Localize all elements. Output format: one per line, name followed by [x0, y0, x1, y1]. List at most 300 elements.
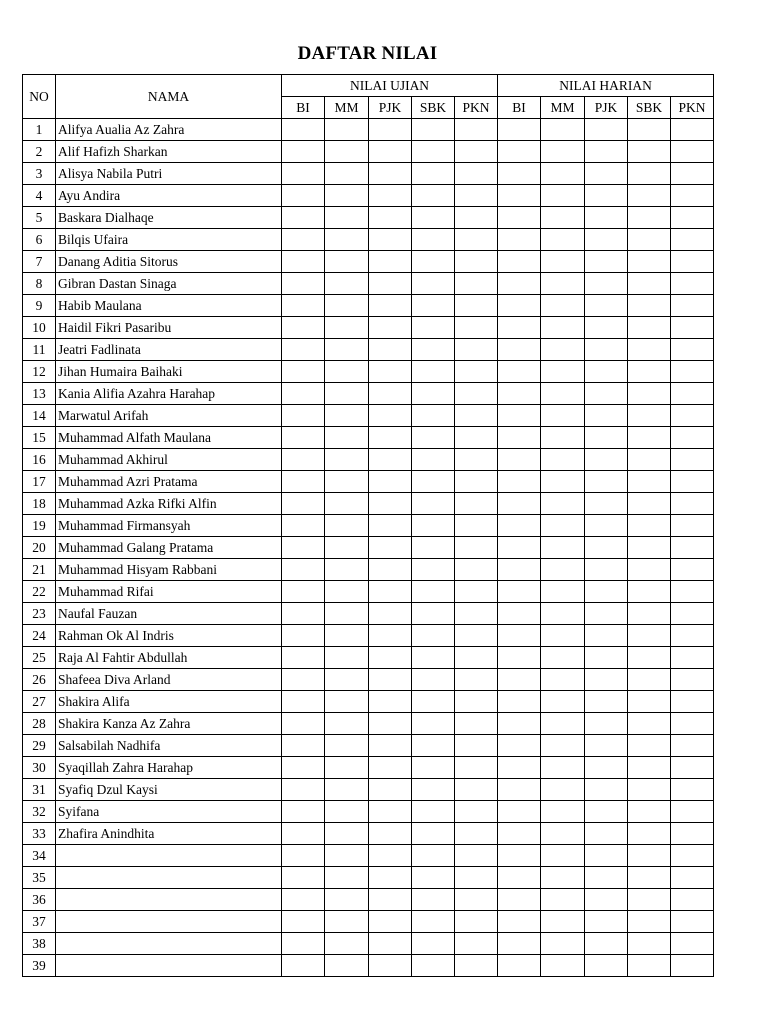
grade-cell-daily-pjk[interactable]: [585, 713, 628, 735]
grade-cell-exam-bi[interactable]: [282, 207, 325, 229]
grade-cell-daily-sbk[interactable]: [628, 471, 671, 493]
grade-cell-exam-sbk[interactable]: [412, 735, 455, 757]
grade-cell-daily-bi[interactable]: [498, 757, 541, 779]
grade-cell-daily-sbk[interactable]: [628, 251, 671, 273]
grade-cell-daily-pkn[interactable]: [671, 471, 714, 493]
grade-cell-exam-mm[interactable]: [325, 317, 369, 339]
grade-cell-daily-bi[interactable]: [498, 713, 541, 735]
grade-cell-exam-pjk[interactable]: [369, 647, 412, 669]
grade-cell-exam-pjk[interactable]: [369, 889, 412, 911]
grade-cell-daily-pkn[interactable]: [671, 449, 714, 471]
grade-cell-exam-mm[interactable]: [325, 273, 369, 295]
grade-cell-exam-mm[interactable]: [325, 471, 369, 493]
grade-cell-exam-pjk[interactable]: [369, 163, 412, 185]
grade-cell-daily-pjk[interactable]: [585, 427, 628, 449]
grade-cell-daily-sbk[interactable]: [628, 933, 671, 955]
grade-cell-exam-sbk[interactable]: [412, 141, 455, 163]
grade-cell-daily-sbk[interactable]: [628, 163, 671, 185]
grade-cell-daily-bi[interactable]: [498, 515, 541, 537]
grade-cell-daily-mm[interactable]: [541, 295, 585, 317]
grade-cell-daily-pjk[interactable]: [585, 845, 628, 867]
grade-cell-exam-pkn[interactable]: [455, 933, 498, 955]
grade-cell-daily-sbk[interactable]: [628, 537, 671, 559]
grade-cell-exam-pjk[interactable]: [369, 361, 412, 383]
grade-cell-daily-bi[interactable]: [498, 141, 541, 163]
grade-cell-daily-pjk[interactable]: [585, 471, 628, 493]
grade-cell-exam-pkn[interactable]: [455, 867, 498, 889]
grade-cell-daily-pkn[interactable]: [671, 801, 714, 823]
grade-cell-exam-mm[interactable]: [325, 559, 369, 581]
grade-cell-exam-pjk[interactable]: [369, 449, 412, 471]
grade-cell-exam-pkn[interactable]: [455, 493, 498, 515]
grade-cell-daily-sbk[interactable]: [628, 273, 671, 295]
grade-cell-daily-sbk[interactable]: [628, 779, 671, 801]
grade-cell-exam-pkn[interactable]: [455, 405, 498, 427]
grade-cell-daily-mm[interactable]: [541, 647, 585, 669]
grade-cell-daily-bi[interactable]: [498, 163, 541, 185]
grade-cell-daily-bi[interactable]: [498, 933, 541, 955]
grade-cell-daily-pkn[interactable]: [671, 317, 714, 339]
grade-cell-exam-pjk[interactable]: [369, 669, 412, 691]
grade-cell-daily-sbk[interactable]: [628, 361, 671, 383]
grade-cell-exam-pkn[interactable]: [455, 471, 498, 493]
grade-cell-daily-mm[interactable]: [541, 801, 585, 823]
grade-cell-exam-bi[interactable]: [282, 339, 325, 361]
grade-cell-daily-sbk[interactable]: [628, 383, 671, 405]
grade-cell-exam-mm[interactable]: [325, 427, 369, 449]
grade-cell-exam-pkn[interactable]: [455, 757, 498, 779]
grade-cell-daily-bi[interactable]: [498, 361, 541, 383]
grade-cell-exam-bi[interactable]: [282, 603, 325, 625]
grade-cell-daily-sbk[interactable]: [628, 647, 671, 669]
grade-cell-exam-pjk[interactable]: [369, 405, 412, 427]
grade-cell-exam-sbk[interactable]: [412, 163, 455, 185]
grade-cell-exam-bi[interactable]: [282, 955, 325, 977]
grade-cell-exam-sbk[interactable]: [412, 691, 455, 713]
grade-cell-exam-bi[interactable]: [282, 449, 325, 471]
grade-cell-daily-pkn[interactable]: [671, 757, 714, 779]
grade-cell-exam-mm[interactable]: [325, 251, 369, 273]
grade-cell-exam-pkn[interactable]: [455, 911, 498, 933]
grade-cell-exam-sbk[interactable]: [412, 603, 455, 625]
grade-cell-exam-bi[interactable]: [282, 295, 325, 317]
grade-cell-exam-bi[interactable]: [282, 163, 325, 185]
grade-cell-daily-pkn[interactable]: [671, 867, 714, 889]
grade-cell-daily-pkn[interactable]: [671, 647, 714, 669]
grade-cell-daily-pjk[interactable]: [585, 867, 628, 889]
grade-cell-exam-pjk[interactable]: [369, 955, 412, 977]
grade-cell-exam-pkn[interactable]: [455, 273, 498, 295]
grade-cell-exam-bi[interactable]: [282, 471, 325, 493]
grade-cell-daily-mm[interactable]: [541, 119, 585, 141]
grade-cell-exam-bi[interactable]: [282, 141, 325, 163]
grade-cell-daily-bi[interactable]: [498, 625, 541, 647]
grade-cell-exam-pkn[interactable]: [455, 207, 498, 229]
grade-cell-daily-bi[interactable]: [498, 911, 541, 933]
grade-cell-exam-pjk[interactable]: [369, 185, 412, 207]
grade-cell-exam-sbk[interactable]: [412, 207, 455, 229]
grade-cell-exam-mm[interactable]: [325, 229, 369, 251]
grade-cell-exam-mm[interactable]: [325, 603, 369, 625]
grade-cell-daily-pkn[interactable]: [671, 295, 714, 317]
grade-cell-daily-mm[interactable]: [541, 185, 585, 207]
grade-cell-exam-mm[interactable]: [325, 141, 369, 163]
grade-cell-daily-sbk[interactable]: [628, 691, 671, 713]
grade-cell-daily-bi[interactable]: [498, 537, 541, 559]
grade-cell-daily-mm[interactable]: [541, 339, 585, 361]
grade-cell-exam-sbk[interactable]: [412, 669, 455, 691]
grade-cell-daily-pjk[interactable]: [585, 229, 628, 251]
grade-cell-daily-sbk[interactable]: [628, 207, 671, 229]
grade-cell-daily-bi[interactable]: [498, 207, 541, 229]
grade-cell-daily-mm[interactable]: [541, 515, 585, 537]
grade-cell-daily-pkn[interactable]: [671, 537, 714, 559]
grade-cell-exam-pjk[interactable]: [369, 625, 412, 647]
grade-cell-daily-sbk[interactable]: [628, 559, 671, 581]
grade-cell-exam-pkn[interactable]: [455, 515, 498, 537]
grade-cell-daily-mm[interactable]: [541, 537, 585, 559]
grade-cell-exam-sbk[interactable]: [412, 559, 455, 581]
grade-cell-daily-pkn[interactable]: [671, 691, 714, 713]
grade-cell-exam-pkn[interactable]: [455, 625, 498, 647]
grade-cell-exam-mm[interactable]: [325, 405, 369, 427]
grade-cell-exam-bi[interactable]: [282, 361, 325, 383]
grade-cell-exam-mm[interactable]: [325, 713, 369, 735]
grade-cell-daily-sbk[interactable]: [628, 317, 671, 339]
grade-cell-exam-pjk[interactable]: [369, 251, 412, 273]
grade-cell-daily-bi[interactable]: [498, 779, 541, 801]
grade-cell-exam-sbk[interactable]: [412, 229, 455, 251]
grade-cell-exam-pjk[interactable]: [369, 559, 412, 581]
grade-cell-daily-pjk[interactable]: [585, 779, 628, 801]
grade-cell-daily-sbk[interactable]: [628, 669, 671, 691]
grade-cell-exam-bi[interactable]: [282, 735, 325, 757]
grade-cell-exam-sbk[interactable]: [412, 625, 455, 647]
grade-cell-daily-pjk[interactable]: [585, 515, 628, 537]
grade-cell-daily-sbk[interactable]: [628, 449, 671, 471]
grade-cell-daily-mm[interactable]: [541, 779, 585, 801]
grade-cell-daily-mm[interactable]: [541, 603, 585, 625]
grade-cell-exam-mm[interactable]: [325, 889, 369, 911]
grade-cell-exam-bi[interactable]: [282, 427, 325, 449]
grade-cell-exam-pkn[interactable]: [455, 251, 498, 273]
grade-cell-exam-pkn[interactable]: [455, 779, 498, 801]
grade-cell-exam-bi[interactable]: [282, 779, 325, 801]
grade-cell-daily-pkn[interactable]: [671, 185, 714, 207]
grade-cell-exam-mm[interactable]: [325, 207, 369, 229]
grade-cell-daily-pkn[interactable]: [671, 405, 714, 427]
grade-cell-exam-bi[interactable]: [282, 889, 325, 911]
grade-cell-exam-pjk[interactable]: [369, 339, 412, 361]
grade-cell-daily-sbk[interactable]: [628, 713, 671, 735]
grade-cell-daily-mm[interactable]: [541, 955, 585, 977]
grade-cell-daily-sbk[interactable]: [628, 867, 671, 889]
grade-cell-daily-bi[interactable]: [498, 273, 541, 295]
grade-cell-daily-sbk[interactable]: [628, 823, 671, 845]
grade-cell-daily-pjk[interactable]: [585, 405, 628, 427]
grade-cell-exam-mm[interactable]: [325, 867, 369, 889]
grade-cell-daily-mm[interactable]: [541, 251, 585, 273]
grade-cell-daily-bi[interactable]: [498, 801, 541, 823]
grade-cell-exam-mm[interactable]: [325, 757, 369, 779]
grade-cell-exam-sbk[interactable]: [412, 537, 455, 559]
grade-cell-daily-pjk[interactable]: [585, 955, 628, 977]
grade-cell-daily-bi[interactable]: [498, 691, 541, 713]
grade-cell-exam-pkn[interactable]: [455, 119, 498, 141]
grade-cell-exam-mm[interactable]: [325, 163, 369, 185]
grade-cell-daily-mm[interactable]: [541, 581, 585, 603]
grade-cell-exam-mm[interactable]: [325, 537, 369, 559]
grade-cell-daily-mm[interactable]: [541, 933, 585, 955]
grade-cell-exam-pjk[interactable]: [369, 207, 412, 229]
grade-cell-exam-pkn[interactable]: [455, 801, 498, 823]
grade-cell-exam-bi[interactable]: [282, 625, 325, 647]
grade-cell-exam-bi[interactable]: [282, 581, 325, 603]
grade-cell-exam-bi[interactable]: [282, 317, 325, 339]
grade-cell-exam-pkn[interactable]: [455, 889, 498, 911]
grade-cell-daily-bi[interactable]: [498, 647, 541, 669]
grade-cell-daily-pkn[interactable]: [671, 559, 714, 581]
grade-cell-exam-mm[interactable]: [325, 801, 369, 823]
grade-cell-daily-pjk[interactable]: [585, 559, 628, 581]
grade-cell-exam-pkn[interactable]: [455, 735, 498, 757]
grade-cell-exam-pkn[interactable]: [455, 317, 498, 339]
grade-cell-exam-bi[interactable]: [282, 911, 325, 933]
grade-cell-daily-bi[interactable]: [498, 559, 541, 581]
grade-cell-exam-pkn[interactable]: [455, 185, 498, 207]
grade-cell-daily-sbk[interactable]: [628, 339, 671, 361]
grade-cell-daily-pjk[interactable]: [585, 163, 628, 185]
grade-cell-daily-bi[interactable]: [498, 493, 541, 515]
grade-cell-daily-bi[interactable]: [498, 383, 541, 405]
grade-cell-exam-pjk[interactable]: [369, 229, 412, 251]
grade-cell-exam-mm[interactable]: [325, 581, 369, 603]
grade-cell-exam-mm[interactable]: [325, 647, 369, 669]
grade-cell-daily-bi[interactable]: [498, 471, 541, 493]
grade-cell-exam-pkn[interactable]: [455, 647, 498, 669]
grade-cell-daily-sbk[interactable]: [628, 427, 671, 449]
grade-cell-daily-mm[interactable]: [541, 911, 585, 933]
grade-cell-daily-pkn[interactable]: [671, 141, 714, 163]
grade-cell-daily-bi[interactable]: [498, 339, 541, 361]
grade-cell-exam-sbk[interactable]: [412, 713, 455, 735]
grade-cell-daily-pkn[interactable]: [671, 845, 714, 867]
grade-cell-exam-bi[interactable]: [282, 559, 325, 581]
grade-cell-exam-bi[interactable]: [282, 845, 325, 867]
grade-cell-daily-mm[interactable]: [541, 669, 585, 691]
grade-cell-exam-pjk[interactable]: [369, 713, 412, 735]
grade-cell-exam-mm[interactable]: [325, 339, 369, 361]
grade-cell-exam-mm[interactable]: [325, 295, 369, 317]
grade-cell-daily-bi[interactable]: [498, 603, 541, 625]
grade-cell-daily-bi[interactable]: [498, 251, 541, 273]
grade-cell-exam-bi[interactable]: [282, 647, 325, 669]
grade-cell-daily-mm[interactable]: [541, 229, 585, 251]
grade-cell-exam-pjk[interactable]: [369, 427, 412, 449]
grade-cell-daily-sbk[interactable]: [628, 295, 671, 317]
grade-cell-daily-mm[interactable]: [541, 559, 585, 581]
grade-cell-daily-bi[interactable]: [498, 295, 541, 317]
grade-cell-daily-pkn[interactable]: [671, 779, 714, 801]
grade-cell-daily-sbk[interactable]: [628, 801, 671, 823]
grade-cell-exam-bi[interactable]: [282, 185, 325, 207]
grade-cell-exam-sbk[interactable]: [412, 273, 455, 295]
grade-cell-daily-pjk[interactable]: [585, 383, 628, 405]
grade-cell-exam-pjk[interactable]: [369, 823, 412, 845]
grade-cell-exam-pkn[interactable]: [455, 141, 498, 163]
grade-cell-daily-sbk[interactable]: [628, 955, 671, 977]
grade-cell-daily-pjk[interactable]: [585, 823, 628, 845]
grade-cell-daily-mm[interactable]: [541, 163, 585, 185]
grade-cell-daily-mm[interactable]: [541, 207, 585, 229]
grade-cell-daily-bi[interactable]: [498, 735, 541, 757]
grade-cell-exam-bi[interactable]: [282, 119, 325, 141]
grade-cell-daily-pjk[interactable]: [585, 669, 628, 691]
grade-cell-exam-sbk[interactable]: [412, 339, 455, 361]
grade-cell-exam-bi[interactable]: [282, 229, 325, 251]
grade-cell-exam-pjk[interactable]: [369, 911, 412, 933]
grade-cell-daily-pjk[interactable]: [585, 207, 628, 229]
grade-cell-exam-sbk[interactable]: [412, 955, 455, 977]
grade-cell-exam-pkn[interactable]: [455, 427, 498, 449]
grade-cell-daily-pjk[interactable]: [585, 603, 628, 625]
grade-cell-exam-sbk[interactable]: [412, 471, 455, 493]
grade-cell-daily-pjk[interactable]: [585, 889, 628, 911]
grade-cell-daily-mm[interactable]: [541, 757, 585, 779]
grade-cell-exam-pkn[interactable]: [455, 669, 498, 691]
grade-cell-daily-bi[interactable]: [498, 955, 541, 977]
grade-cell-daily-sbk[interactable]: [628, 845, 671, 867]
grade-cell-daily-bi[interactable]: [498, 581, 541, 603]
grade-cell-exam-bi[interactable]: [282, 405, 325, 427]
grade-cell-exam-sbk[interactable]: [412, 911, 455, 933]
grade-cell-exam-pkn[interactable]: [455, 383, 498, 405]
grade-cell-exam-pjk[interactable]: [369, 119, 412, 141]
grade-cell-daily-sbk[interactable]: [628, 889, 671, 911]
grade-cell-exam-mm[interactable]: [325, 845, 369, 867]
grade-cell-daily-bi[interactable]: [498, 669, 541, 691]
grade-cell-exam-bi[interactable]: [282, 251, 325, 273]
grade-cell-exam-mm[interactable]: [325, 383, 369, 405]
grade-cell-daily-bi[interactable]: [498, 427, 541, 449]
grade-cell-daily-pkn[interactable]: [671, 823, 714, 845]
grade-cell-exam-sbk[interactable]: [412, 823, 455, 845]
grade-cell-daily-bi[interactable]: [498, 823, 541, 845]
grade-cell-exam-sbk[interactable]: [412, 889, 455, 911]
grade-cell-daily-bi[interactable]: [498, 317, 541, 339]
grade-cell-daily-sbk[interactable]: [628, 119, 671, 141]
grade-cell-daily-sbk[interactable]: [628, 141, 671, 163]
grade-cell-exam-pjk[interactable]: [369, 691, 412, 713]
grade-cell-daily-sbk[interactable]: [628, 911, 671, 933]
grade-cell-exam-bi[interactable]: [282, 383, 325, 405]
grade-cell-exam-pjk[interactable]: [369, 735, 412, 757]
grade-cell-daily-pkn[interactable]: [671, 119, 714, 141]
grade-cell-daily-bi[interactable]: [498, 449, 541, 471]
grade-cell-exam-pjk[interactable]: [369, 867, 412, 889]
grade-cell-exam-mm[interactable]: [325, 911, 369, 933]
grade-cell-daily-pjk[interactable]: [585, 339, 628, 361]
grade-cell-daily-mm[interactable]: [541, 713, 585, 735]
grade-cell-exam-sbk[interactable]: [412, 317, 455, 339]
grade-cell-daily-bi[interactable]: [498, 845, 541, 867]
grade-cell-daily-pjk[interactable]: [585, 801, 628, 823]
grade-cell-daily-pkn[interactable]: [671, 383, 714, 405]
grade-cell-exam-pkn[interactable]: [455, 537, 498, 559]
grade-cell-daily-mm[interactable]: [541, 735, 585, 757]
grade-cell-exam-pkn[interactable]: [455, 229, 498, 251]
grade-cell-exam-pkn[interactable]: [455, 339, 498, 361]
grade-cell-daily-pjk[interactable]: [585, 295, 628, 317]
grade-cell-daily-pjk[interactable]: [585, 647, 628, 669]
grade-cell-exam-pjk[interactable]: [369, 471, 412, 493]
grade-cell-daily-pkn[interactable]: [671, 625, 714, 647]
grade-cell-daily-bi[interactable]: [498, 889, 541, 911]
grade-cell-exam-pkn[interactable]: [455, 163, 498, 185]
grade-cell-daily-mm[interactable]: [541, 427, 585, 449]
grade-cell-daily-pjk[interactable]: [585, 317, 628, 339]
grade-cell-daily-mm[interactable]: [541, 317, 585, 339]
grade-cell-exam-bi[interactable]: [282, 801, 325, 823]
grade-cell-daily-bi[interactable]: [498, 405, 541, 427]
grade-cell-daily-pkn[interactable]: [671, 207, 714, 229]
grade-cell-exam-bi[interactable]: [282, 933, 325, 955]
grade-cell-exam-bi[interactable]: [282, 273, 325, 295]
grade-cell-daily-pjk[interactable]: [585, 141, 628, 163]
grade-cell-exam-pkn[interactable]: [455, 845, 498, 867]
grade-cell-daily-pkn[interactable]: [671, 581, 714, 603]
grade-cell-exam-pkn[interactable]: [455, 559, 498, 581]
grade-cell-exam-sbk[interactable]: [412, 383, 455, 405]
grade-cell-daily-mm[interactable]: [541, 823, 585, 845]
grade-cell-daily-sbk[interactable]: [628, 735, 671, 757]
grade-cell-exam-sbk[interactable]: [412, 757, 455, 779]
grade-cell-exam-mm[interactable]: [325, 691, 369, 713]
grade-cell-exam-pjk[interactable]: [369, 295, 412, 317]
grade-cell-exam-sbk[interactable]: [412, 427, 455, 449]
grade-cell-daily-pkn[interactable]: [671, 229, 714, 251]
grade-cell-daily-pkn[interactable]: [671, 713, 714, 735]
grade-cell-daily-pkn[interactable]: [671, 427, 714, 449]
grade-cell-exam-pkn[interactable]: [455, 581, 498, 603]
grade-cell-exam-sbk[interactable]: [412, 515, 455, 537]
grade-cell-exam-pjk[interactable]: [369, 537, 412, 559]
grade-cell-daily-mm[interactable]: [541, 867, 585, 889]
grade-cell-daily-mm[interactable]: [541, 361, 585, 383]
grade-cell-exam-sbk[interactable]: [412, 251, 455, 273]
grade-cell-exam-pkn[interactable]: [455, 691, 498, 713]
grade-cell-daily-bi[interactable]: [498, 867, 541, 889]
grade-cell-daily-pkn[interactable]: [671, 163, 714, 185]
grade-cell-exam-sbk[interactable]: [412, 867, 455, 889]
grade-cell-daily-pkn[interactable]: [671, 493, 714, 515]
grade-cell-daily-sbk[interactable]: [628, 625, 671, 647]
grade-cell-exam-pjk[interactable]: [369, 317, 412, 339]
grade-cell-exam-sbk[interactable]: [412, 185, 455, 207]
grade-cell-exam-mm[interactable]: [325, 955, 369, 977]
grade-cell-daily-pkn[interactable]: [671, 251, 714, 273]
grade-cell-daily-pkn[interactable]: [671, 603, 714, 625]
grade-cell-exam-sbk[interactable]: [412, 119, 455, 141]
grade-cell-exam-pkn[interactable]: [455, 955, 498, 977]
grade-cell-exam-sbk[interactable]: [412, 801, 455, 823]
grade-cell-exam-pjk[interactable]: [369, 141, 412, 163]
grade-cell-exam-mm[interactable]: [325, 669, 369, 691]
grade-cell-exam-mm[interactable]: [325, 735, 369, 757]
grade-cell-daily-mm[interactable]: [541, 625, 585, 647]
grade-cell-daily-pjk[interactable]: [585, 581, 628, 603]
grade-cell-exam-bi[interactable]: [282, 867, 325, 889]
